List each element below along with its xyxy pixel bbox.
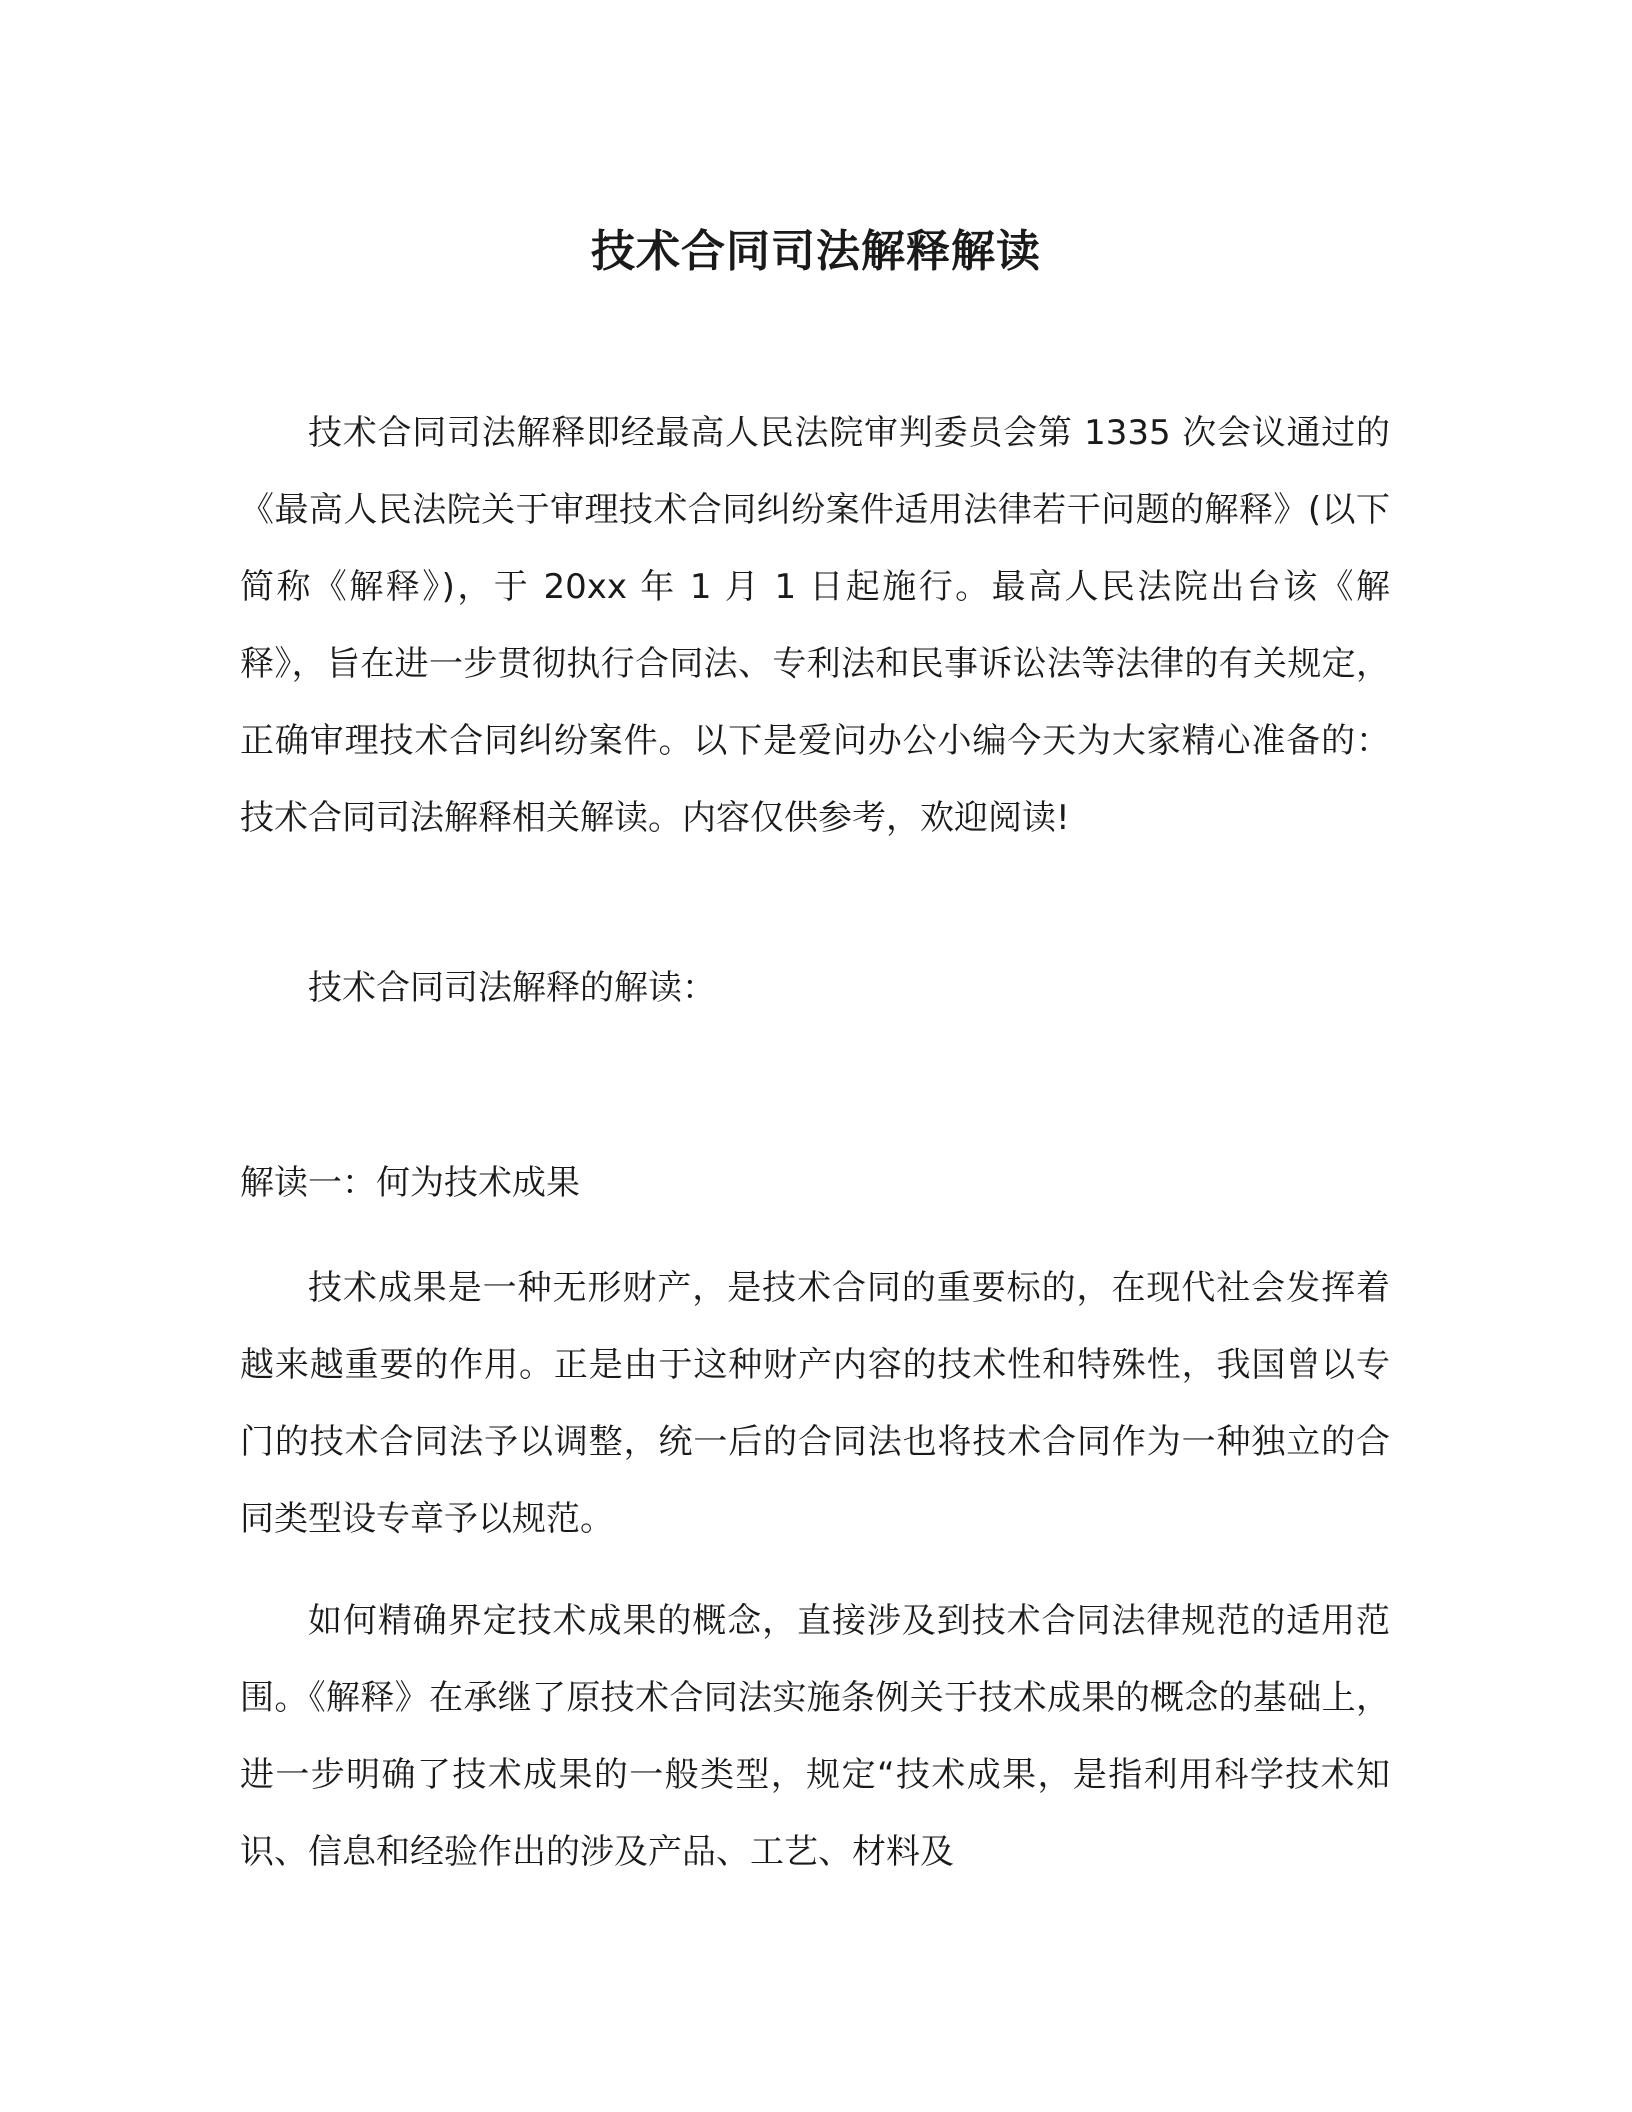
section1-block-2	[240, 1583, 1390, 1891]
section1-heading: 解读一：何为技术成果	[240, 1163, 580, 1203]
section-intro-block	[240, 950, 1390, 1027]
intro-block	[240, 395, 1390, 857]
section1-block-1	[240, 1250, 1390, 1558]
section1-paragraph-2: 如何精确界定技术成果的概念，直接涉及到技术合同法律规范的适用范围。《解释》在承继了原技术合同法实施条例关于技术成果的概念的基础上，进一步明确了技术成果的一般类型，规定“技术成果，是指利用科学技术知识、信息和经验作出的涉及产品、工艺、材料及	[240, 1601, 1390, 1872]
intro-paragraph: 技术合同司法解释即经最高人民法院审判委员会第 1335 次会议通过的《最高人民法院关于审理技术合同纠纷案件适用法律若干问题的解释》(以下简称《解释》)，于 20xx 年 1 月 1 日起施行。最高人民法院出台该《解释》，旨在进一步贯彻执行合同法、专利法和民事诉讼法等法律的有关规定，正确审理技术合同纠纷案件。以下是爱问办公小编今天为大家精心准备的：技术合同司法解释相关解读。内容仅供参考，欢迎阅读!	[240, 413, 1390, 838]
section1-paragraph-1: 技术成果是一种无形财产，是技术合同的重要标的，在现代社会发挥着越来越重要的作用。正是由于这种财产内容的技术性和特殊性，我国曾以专门的技术合同法予以调整，统一后的合同法也将技术合同作为一种独立的合同类型设专章予以规范。	[240, 1268, 1390, 1539]
section-intro-text: 技术合同司法解释的解读：	[308, 968, 716, 1008]
document-title: 技术合同司法解释解读	[591, 226, 1041, 277]
